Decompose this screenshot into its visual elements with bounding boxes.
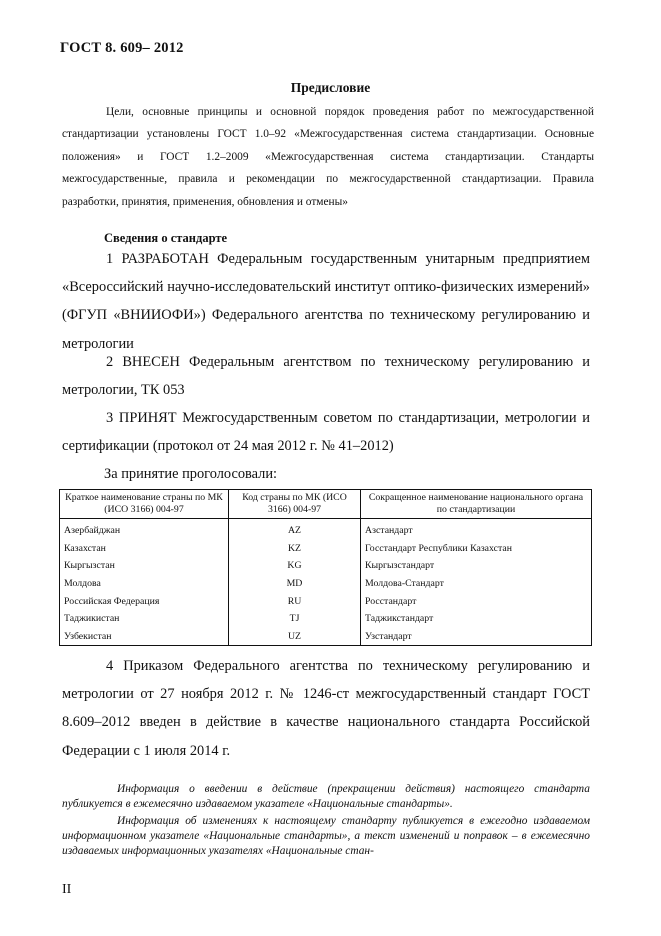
info-note-changes: Информация об изменениях к настоящему стандарту публикуется в ежегодно издаваемом информационном указателе «Национальные стандарты», а текст изменений и поправок – в ежемесячно издаваемых информационных указателях «Национальные стан- [62,815,590,857]
standards-body-cell: Азстандарт [361,519,592,540]
info-note-enactment: Информация о введении в действие (прекращении действия) настоящего стандарта публикуется в ежемесячно издаваемом указателе «Национальные стандарты». [62,783,590,810]
country-name-cell: Молдова [60,575,229,593]
country-code-cell: KZ [229,540,361,558]
country-name-cell: Таджикистан [60,610,229,628]
table-row [60,519,592,540]
table-row [60,592,592,610]
country-code-cell: AZ [229,519,361,540]
country-name-cell: Российская Федерация [60,592,229,610]
table-row [60,575,592,593]
preface-text: Цели, основные принципы и основной порядок проведения работ по межгосударственной стандартизации установлены ГОСТ 1.0–92 «Межгосударственная система стандартизации. Основные положения» и ГОСТ 1.2–2009 «Межгосударственная система стандартизации. Стандарты межгосударственные, правила и рекомендации по межгосударственной стандартизации. Правила разработки, принятия, применения, обновления и отмены» [62,106,594,208]
standard-info-title: Сведения о стандарте [104,231,228,245]
table-row [60,610,592,628]
country-code-cell: KG [229,557,361,575]
page-number: II [62,882,72,897]
country-name-cell: Кыргызстан [60,557,229,575]
column-header-country-code: Код страны по МК (ИСО 3166) 004-97 [229,490,361,519]
voted-label: За принятие проголосовали: [104,466,278,482]
standards-body-cell: Узстандарт [361,628,592,646]
enacted-paragraph: 4 Приказом Федерального агентства по техническому регулированию и метрологии от 27 ноября 2012 г. № 1246-ст межгосударственный стандарт ГОСТ 8.609–2012 введен в действие в качестве национального стандарта Российской Федерации с 1 июля 2014 г. [62,658,590,759]
country-code-cell: RU [229,592,361,610]
country-name-cell: Казахстан [60,540,229,558]
country-code-cell: TJ [229,610,361,628]
country-name-cell: Азербайджан [60,519,229,540]
standards-body-cell: Госстандарт Республики Казахстан [361,540,592,558]
developed-by-paragraph: 1 РАЗРАБОТАН Федеральным государственным унитарным предприятием «Всероссийский научно-исследовательский институт оптико-физических измерений» (ФГУП «ВНИИОФИ») Федерального агентства по техническому регулированию и метрологии [62,251,590,352]
country-name-cell: Узбекистан [60,628,229,646]
standards-body-cell: Росстандарт [361,592,592,610]
table-row [60,540,592,558]
standards-body-cell: Таджикстандарт [361,610,592,628]
table-row [60,628,592,646]
standards-body-cell: Молдова-Стандарт [361,575,592,593]
column-header-standards-body: Сокращенное наименование национального органа по стандартизации [361,490,592,519]
table-header-row [60,490,592,519]
standards-body-cell: Кыргызстандарт [361,557,592,575]
country-code-cell: MD [229,575,361,593]
country-code-cell: UZ [229,628,361,646]
table-row [60,557,592,575]
voting-countries-table [59,489,592,646]
preface-title: Предисловие [290,80,371,95]
document-code-header: ГОСТ 8. 609– 2012 [60,40,184,56]
introduced-by-paragraph: 2 ВНЕСЕН Федеральным агентством по техническому регулированию и метрологии, ТК 053 [62,354,590,399]
column-header-country-name: Краткое наименование страны по МК (ИСО 3166) 004-97 [60,490,229,519]
adopted-by-paragraph: 3 ПРИНЯТ Межгосударственным советом по стандартизации, метрологии и сертификации (протокол от 24 мая 2012 г. № 41–2012) [62,410,590,455]
